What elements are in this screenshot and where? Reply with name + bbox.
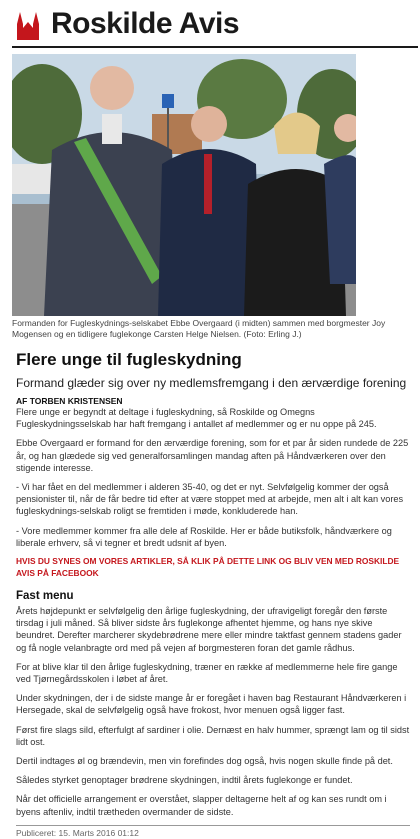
paragraph: - Vore medlemmer kommer fra alle dele af Roskilde. Her er både butiksfolk, håndværkere og liberale erhverv, så vi tegner et bredt udsnit af byen. — [16, 525, 392, 548]
article-subhead: Formand glæder sig over ny medlemsfremgang i den ærværdige forening — [16, 376, 407, 390]
masthead-divider — [12, 46, 418, 48]
section-heading: Fast menu — [16, 590, 74, 603]
paragraph: Årets højdepunkt er selvfølgelig den årlige fugleskydning, der ufravigeligt foregår den første tirsdag i juli måned. Så bliver sidste års fuglekonge afhentet hjemme, og hans nye skive beundret. Derefter marcherer skydebrødrene mere eller mindre taktfast gennem stadens gader og få nogle velanbragte ord med på vejen af borgmesteren foran det gamle rådhus. — [16, 606, 402, 653]
facebook-cta-link[interactable]: HVIS DU SYNES OM VORES ARTIKLER, SÅ KLIK PÅ DETTE LINK OG BLIV VEN MED ROSKILDE AVIS PÅ FACEBOOK — [16, 556, 400, 578]
paragraph: Når det officielle arrangement er overstået, slapper deltagerne helt af og kan ses rundt om i byens aftenliv, indtil trætheden overmander de sidste. — [16, 794, 387, 817]
photo-illustration — [12, 54, 356, 316]
article-headline: Flere unge til fugleskydning — [16, 350, 242, 369]
footer-divider — [16, 825, 410, 826]
cathedral-logo-icon — [14, 10, 42, 40]
photo-caption: Formanden for Fugleskydnings-selskabet Ebbe Overgaard (i midten) sammen med borgmester Joy Mogensen og en tidligere fuglekonge Carsten Helge Nielsen. (Foto: Erling J.) — [12, 318, 386, 339]
paragraph: Flere unge er begyndt at deltage i fugleskydning, så Roskilde og Omegns Fugleskydningsselskab har haft fremgang i antallet af medlemmer og er nu oppe på 245. — [16, 407, 377, 430]
paragraph: Dertil indtages øl og brændevin, men vin forefindes dog også, hvis nogen skulle finde på det. — [16, 756, 393, 767]
masthead — [0, 0, 420, 48]
paragraph: - Vi har fået en del medlemmer i alderen 35-40, og det er nyt. Selvfølgelig kommer der også pensionister til, når de får bedre tid efter at være stoppet med at arbejde, men alt i alt kan vores fugleskydnings-selskab roligt se fremtiden i møde, konkluderede han. — [16, 482, 404, 517]
article-byline: AF TORBEN KRISTENSEN — [16, 396, 123, 406]
article-photo — [12, 54, 356, 316]
publish-date: Publiceret: 15. Marts 2016 01:12 — [16, 827, 139, 838]
site-logo-link[interactable]: Roskilde Avis — [51, 7, 240, 40]
paragraph: For at blive klar til den årlige fugleskydning, træner en række af medlemmerne hele fire gange ved Tjørnegårdsskolen i løbet af året. — [16, 661, 398, 685]
paragraph: Således styrket genoptager brødrene skydningen, indtil årets fuglekonge er fundet. — [16, 775, 353, 786]
paragraph: Først fire slags sild, efterfulgt af sardiner i olie. Dernæst en halv hummer, sprængt lam og til sidst lidt ost. — [16, 724, 410, 747]
paragraph: Ebbe Overgaard er formand for den ærværdige forening, som for et par år siden rundede de 225 år, og han glædede sig ved generalforsamlingen mandag aften på Håndværkeren over den stigende interesse. — [16, 438, 409, 473]
paragraph: Under skydningen, der i de sidste mange år er foregået i haven bag Restaurant Håndværkeren i Hersegade, skal de selvfølgelig også have frokost, hvor menuen også ligger fast. — [16, 693, 407, 716]
article-body — [16, 350, 410, 839]
